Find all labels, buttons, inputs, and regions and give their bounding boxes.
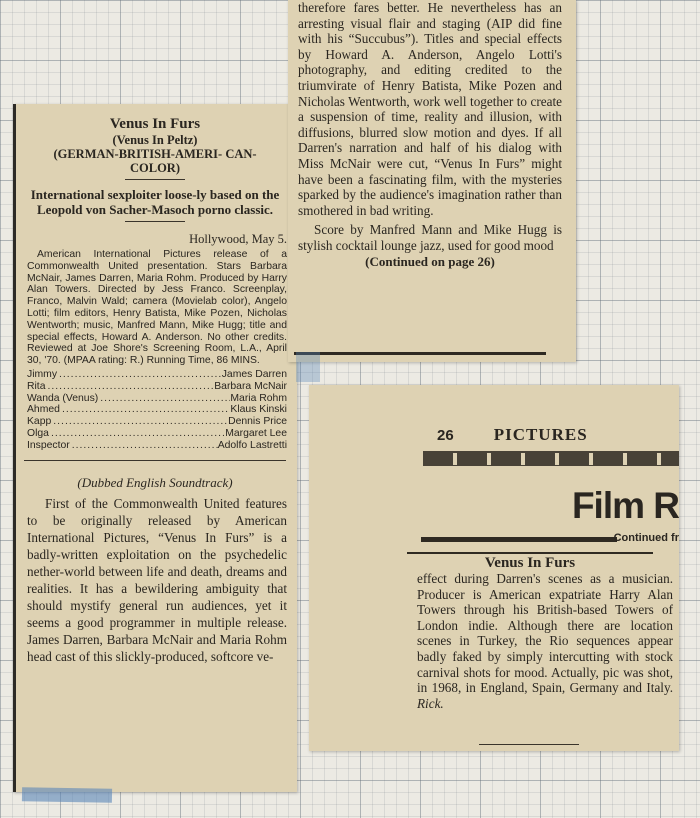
tape-strip	[22, 787, 112, 803]
section-name: PICTURES	[493, 425, 588, 444]
dubbed-note: (Dubbed English Soundtrack)	[77, 474, 233, 490]
signature: Rick.	[417, 695, 444, 711]
continuation-body	[417, 571, 673, 711]
cast-row	[27, 381, 287, 393]
review-column-two	[288, 0, 576, 362]
review-dateline: Hollywood, May 5.	[189, 232, 287, 246]
cast-actor: Margaret Lee	[225, 427, 287, 439]
column-paragraph: Score by Manfred Mann and Mike Hugg is stylish cocktail lounge jazz, used for good mood	[298, 222, 562, 253]
review-body: First of the Commonwealth United features to be originally released by American International Pictures, “Venus In Furs” is a badly-written exploitation on the psychedelic nether-world between life and death, dreams and realities. It has a bewildering ambiguity that should mystify general run audiences, yet it seems a good programmer in multiple release. James Darren, Barbara McNair and Maria Rohm head cast of this slickly-produced, softcore ve-	[27, 495, 287, 664]
cast-actor: Klaus Kinski	[230, 404, 287, 416]
review-origin: (GERMAN-BRITISH-AMERI- CAN-COLOR)	[53, 147, 257, 175]
continued-note: (Continued on page 26)	[365, 253, 495, 269]
continuation-title: Venus In Furs	[484, 555, 576, 571]
cast-actor: Barbara McNair	[214, 380, 287, 392]
cast-actor: Maria Rohm	[230, 392, 287, 404]
continuation-title-block	[407, 552, 653, 572]
review-tagline: International sexploiter loose-ly based on the Leopold von Sacher-Masoch porno classic.	[30, 187, 280, 217]
cast-role: Olga	[27, 427, 49, 439]
continuation-paragraph: effect during Darren's scenes as a musician. Producer is American expatriate Harry Alan Towers through his British-based Towers of London indie. Although there are location scenes in Turkey, the Rio sequences appear badly faked by simply intercutting with stock carnival shots for mood. Actually, pic was shot, in 1968, in England, Spain, Germany and Italy.	[417, 571, 673, 696]
cast-row	[27, 440, 287, 452]
cast-row	[27, 404, 287, 416]
banner-headline: Film R	[571, 485, 679, 526]
page-number: 26	[437, 427, 454, 444]
cast-row	[27, 369, 287, 381]
column-paragraph: therefore fares better. He nevertheless has an arresting visual flair and staging (AIP did fine with his “Succubus”). Titles and special effects by Howard A. Anderson, Angelo Lotti's photography, and editing credited to the triumvirate of Henry Batista, Mike Pozen and Nicholas Wentworth, work well together to create a suspension of time, reality and illusion, with diffusions, blurred slow motion and dyes. If all Darren's narration and half of his dialog with Miss McNair were cut, “Venus In Furs” might have been a fascinating film, with the mysteries sparked by the audience's imagination rather than smothered in bad writing.	[298, 0, 562, 218]
cast-role: Inspector	[27, 439, 70, 451]
cast-role: Rita	[27, 380, 46, 392]
divider	[294, 352, 546, 355]
review-clipping	[13, 104, 297, 792]
cast-row	[27, 416, 287, 428]
cast-actor: Adolfo Lastretti	[217, 439, 287, 451]
divider	[125, 221, 185, 222]
page-header	[309, 385, 679, 445]
tape-strip	[296, 352, 320, 382]
cast-role: Kapp	[27, 416, 52, 428]
review-alt-title: (Venus In Peltz)	[112, 133, 198, 147]
divider	[125, 179, 185, 180]
cast-role: Jimmy	[27, 368, 58, 380]
cast-actor: Dennis Price	[228, 416, 287, 428]
continued-from: Continued fr	[613, 532, 679, 544]
cast-actor: James Darren	[221, 368, 287, 380]
review-credits: American International Pictures release of a Commonwealth United presentation. Stars Barbara McNair, James Darren, Maria Rohm. Produced by Harry Alan Towers. Directed by Jess Franco. Screenplay, Franco, Malvin Wald; camera (Movielab color), Angelo Lotti; film editors, Henry Batista, Mike Pozen, Nicholas Wentworth; music, Manfred Mann, Mike Hugg; title and special effects, Howard A. Anderson. No other credits. Reviewed at Joe Shore's Screening Room, L.A., April 30, '70. (MPAA rating: R.) Running Time, 86 MINS.	[27, 249, 287, 367]
divider	[421, 537, 617, 542]
cast-role: Ahmed	[27, 404, 60, 416]
cast-row	[27, 393, 287, 405]
continuation-clipping	[309, 385, 679, 751]
cast-row	[27, 428, 287, 440]
divider	[479, 744, 579, 745]
section-rule	[423, 451, 679, 466]
continuation-text	[417, 571, 673, 711]
review-title: Venus In Furs	[109, 116, 201, 132]
cast-role: Wanda (Venus)	[27, 392, 99, 404]
cast-list	[13, 367, 297, 452]
